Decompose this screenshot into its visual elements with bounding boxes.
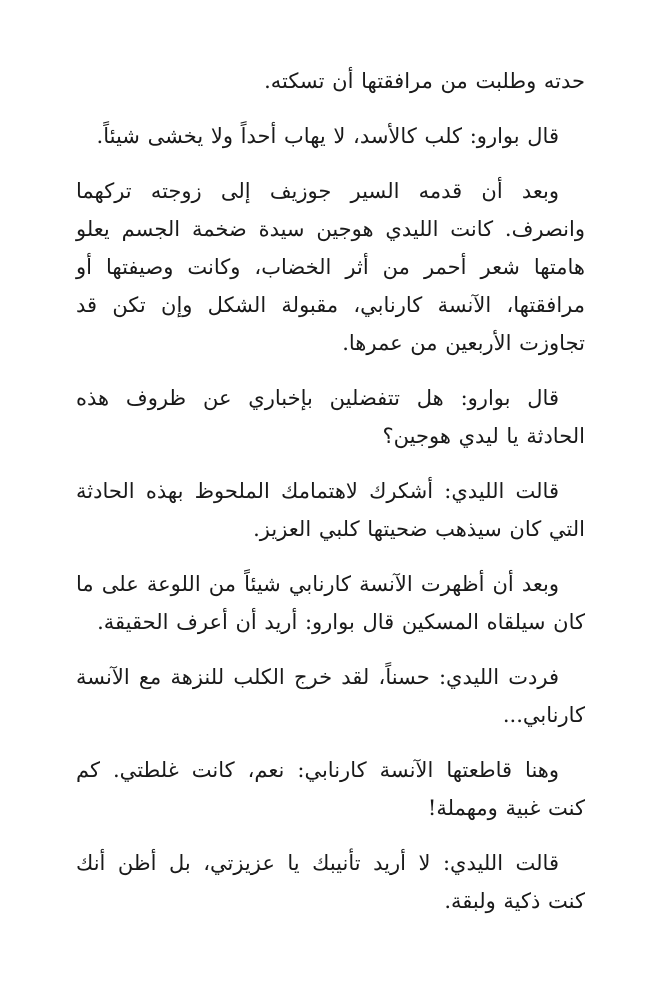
paragraph-5: قالت الليدي: أشكرك لاهتمامك الملحوظ بهذه الحادثة التي كان سيذهب ضحيتها كلبي العزيز. <box>76 479 585 541</box>
paragraph-9: قالت الليدي: لا أريد تأنيبك يا عزيزتي، بل أظن أنك كنت ذكية ولبقة. <box>76 851 585 913</box>
paragraph-3: وبعد أن قدمه السير جوزيف إلى زوجته تركهما وانصرف. كانت الليدي هوجين سيدة ضخمة الجسم يعلو هامتها شعر أحمر من أثر الخضاب، وكانت وصيفتها أو مرافقتها، الآنسة كارنابي، مقبولة الشكل وإن تكن قد تجاوزت الأربعين من عمرها. <box>76 179 586 355</box>
paragraph-1: حدته وطلبت من مرافقتها أن تسكته. <box>264 69 585 93</box>
paragraph-7: فردت الليدي: حسناً، لقد خرج الكلب للنزهة مع الآنسة كارنابي... <box>76 665 585 727</box>
paragraph-2: قال بوارو: كلب كالأسد، لا يهاب أحداً ولا يخشى شيئاً. <box>96 124 559 148</box>
paragraph-6: وبعد أن أظهرت الآنسة كارنابي شيئاً من اللوعة على ما كان سيلقاه المسكين قال بوارو: أريد أن أعرف الحقيقة. <box>76 572 585 634</box>
paragraph-4: قال بوارو: هل تتفضلين بإخباري عن ظروف هذه الحادثة يا ليدي هوجين؟ <box>76 386 585 448</box>
paragraph-8: وهنا قاطعتها الآنسة كارنابي: نعم، كانت غلطتي. كم كنت غبية ومهملة! <box>76 758 585 820</box>
